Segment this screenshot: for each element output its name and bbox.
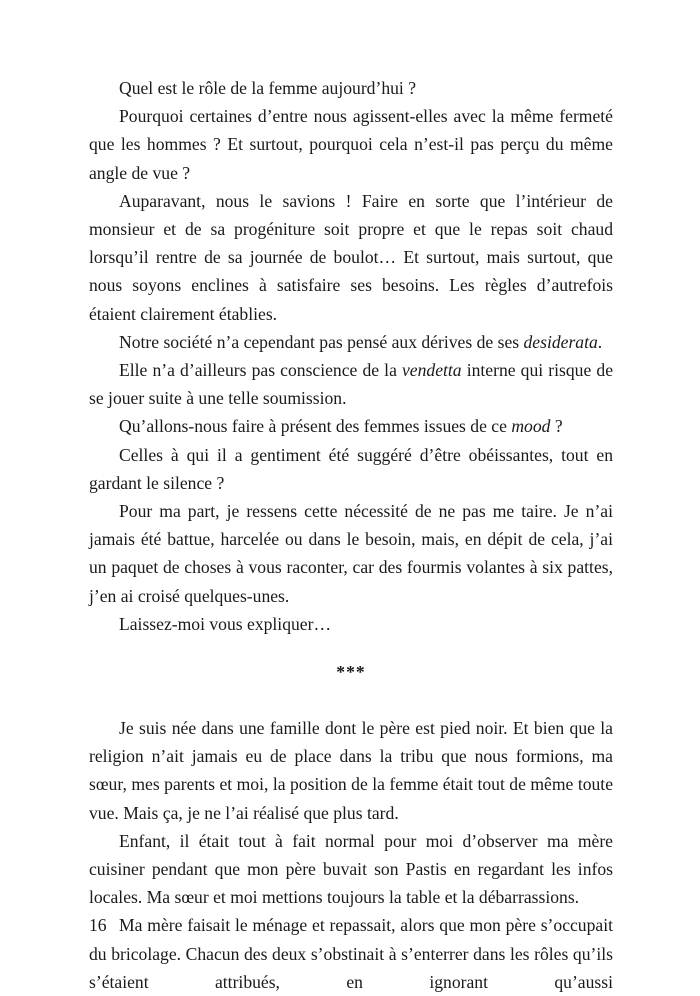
- page-number: 16: [89, 915, 107, 935]
- paragraph-1: Quel est le rôle de la femme aujourd’hui ?: [119, 78, 417, 98]
- paragraph-4-before: Notre société n’a cependant pas pensé aux dérives de ses: [119, 331, 524, 352]
- paragraph-5-italic: vendetta: [402, 360, 462, 381]
- paragraph-6-italic: mood: [511, 416, 551, 437]
- paragraph-3: Auparavant, nous le savions ! Faire en sorte que l’intérieur de monsieur et de sa progéniture soit propre et que le repas soit chaud lorsqu’il rentre de sa journée de boulot… Et surtout, mais surtout, que nous soyons enclines à satisfaire ses besoins. Les règles d’autrefois étaient clairement établies.: [89, 190, 613, 324]
- paragraph-2: Pourquoi certaines d’entre nous agissent-elles avec la même fermeté que les hommes ? Et surtout, pourquoi cela n’est-il pas perçu du même angle de vue ?: [89, 106, 613, 183]
- paragraph-9: Laissez-moi vous expliquer…: [119, 613, 332, 634]
- paragraph-10: Je suis née dans une famille dont le père est pied noir. Et bien que la religion n’ait jamais eu de place dans la tribu que nous formions, ma sœur, mes parents et moi, la position de la femme était tout de même toute vue. Mais ça, je ne l’ai réalisé que plus tard.: [89, 718, 613, 823]
- paragraph-4: [89, 328, 613, 356]
- paragraph-4-after: .: [597, 331, 603, 352]
- paragraph-4-italic: desiderata: [523, 331, 598, 352]
- paragraph-11: Enfant, il était tout à fait normal pour moi d’observer ma mère cuisiner pendant que mon père buvait son Pastis en regardant les infos locales. Ma sœur et moi mettions toujours la table et la débarrassions.: [89, 830, 613, 908]
- paragraph-6-after: ?: [550, 416, 563, 437]
- paragraph-5-after: interne qui risque de se jouer suite à une telle soumission.: [89, 360, 613, 409]
- paragraph-6: [89, 412, 613, 440]
- paragraph-5: [89, 356, 613, 412]
- paragraph-5-before: Elle n’a d’ailleurs pas conscience de la: [119, 360, 402, 381]
- paragraph-8: Pour ma part, je ressens cette nécessité de ne pas me taire. Je n’ai jamais été battue, harcelée ou dans le besoin, mais, en dépit de cela, j’ai un paquet de choses à vous raconter, car des fourmis volantes à six pattes, j’en ai croisé quelques-unes.: [89, 501, 613, 606]
- section-separator: ***: [336, 662, 366, 683]
- book-page-text: [89, 74, 613, 996]
- paragraph-7: Celles à qui il a gentiment été suggéré d’être obéissantes, tout en gardant le silence ?: [89, 444, 613, 493]
- paragraph-6-before: Qu’allons-nous faire à présent des femmes issues de ce: [119, 416, 512, 437]
- paragraph-12: Ma mère faisait le ménage et repassait, alors que mon père s’occupait du bricolage. Chacun des deux s’obstinait à s’enterrer dans les rôles qu’ils s’étaient attribués, en ignorant qu’aussi: [89, 915, 613, 992]
